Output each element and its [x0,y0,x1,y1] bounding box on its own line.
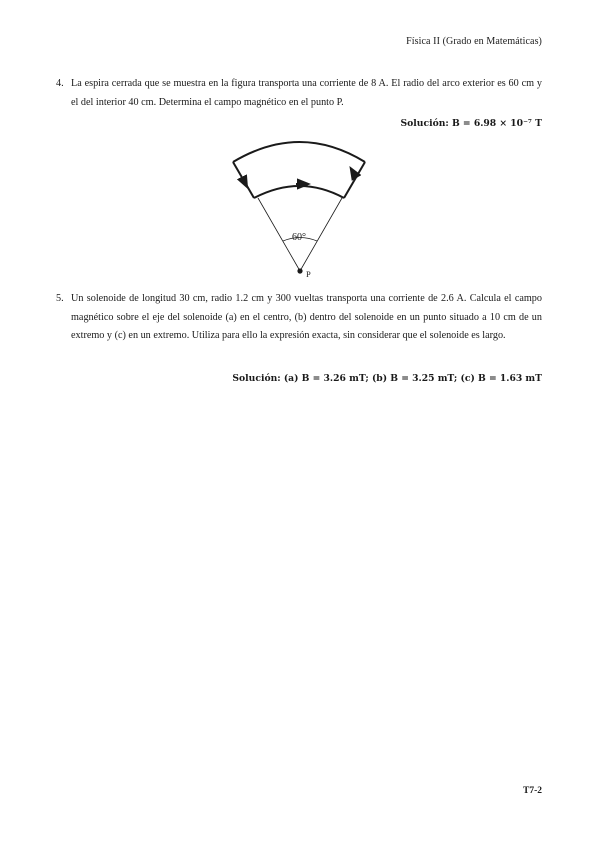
problem-number: 4. [56,78,64,89]
loop-diagram [226,136,376,284]
radial-line-right [300,198,342,271]
angle-label: 60° [292,232,306,243]
point-label: P [306,269,311,279]
problem-number: 5. [56,293,64,304]
point-p [297,268,302,273]
problem-statement: Un solenoide de longitud 30 cm, radio 1.2 cm y 300 vueltas transporta una corriente de 2.6 A. Calcula el campo magnético sobre el eje del solenoide (a) en el centro, (b) dentro del solenoide en un punto situado a 10 cm de un extremo y (c) en un extremo. Utiliza para ello la expresión exacta, sin considerar que el solenoide es largo. [71,293,542,342]
solution-5: Solución: (a) B = 3.26 mT; (b) B = 3.25 mT; (c) B = 1.63 mT [232,373,542,384]
inner-arc [254,186,344,198]
right-side [344,162,365,198]
outer-arc [233,142,365,162]
left-side-arrow [242,177,245,183]
loop-figure [226,136,376,284]
solution-4: Solución: B = 6.98 × 10⁻⁷ T [400,118,542,129]
page-number: T7-2 [523,786,542,796]
problem-5 [56,290,542,346]
problem-4 [56,75,542,112]
course-header: Física II (Grado en Matemáticas) [406,36,542,47]
right-side-arrow [353,172,356,177]
problem-statement: La espira cerrada que se muestra en la figura transporta una corriente de 8 A. El radio del arco exterior es 60 cm y el del interior 40 cm. Determina el campo magnético en el punto P. [71,78,542,108]
